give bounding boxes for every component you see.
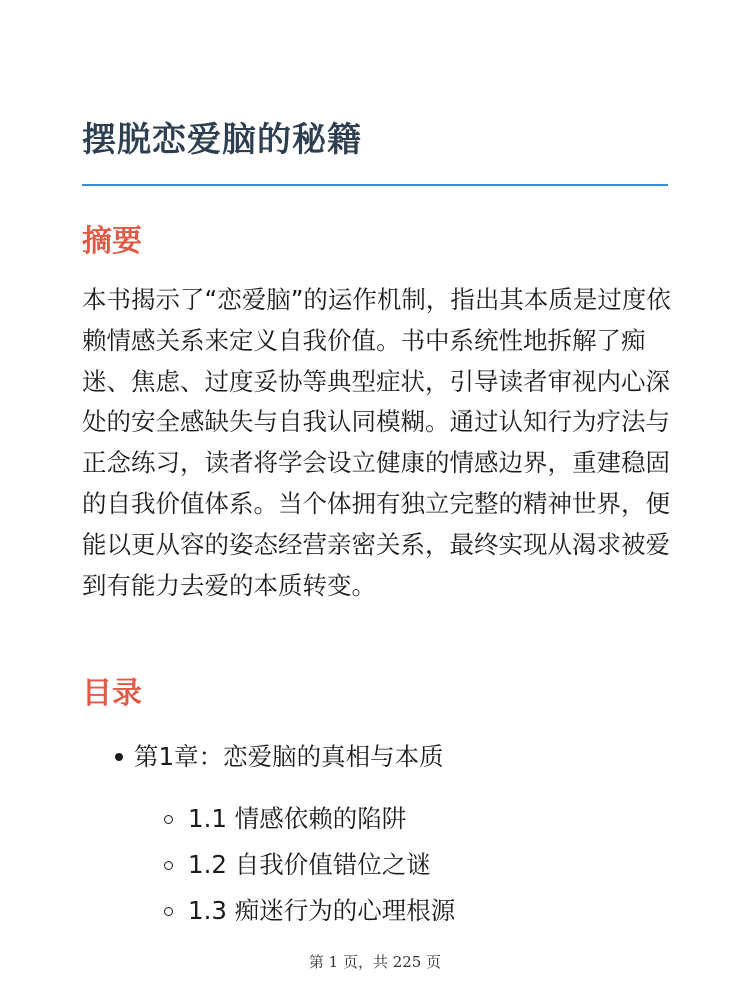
toc-section-label: 1.3 痴迷行为的心理根源 — [188, 896, 456, 925]
bullet-dot-icon — [115, 753, 123, 761]
abstract-heading: 摘要 — [82, 224, 142, 259]
bullet-circle-icon — [164, 861, 173, 870]
title-divider — [82, 184, 668, 186]
table-of-contents — [82, 736, 672, 925]
toc-chapter-item[interactable] — [82, 736, 672, 925]
document-title: 摆脱恋爱脑的秘籍 — [82, 120, 362, 160]
page-indicator: 第 1 页，共 225 页 — [308, 953, 442, 971]
bullet-circle-icon — [164, 815, 173, 824]
bullet-circle-icon — [164, 907, 173, 916]
toc-section-item[interactable] — [82, 888, 672, 934]
toc-section-label: 1.2 自我价值错位之谜 — [188, 850, 431, 879]
toc-section-item[interactable] — [82, 842, 672, 888]
toc-section-list — [82, 796, 672, 934]
toc-section-item[interactable] — [82, 796, 672, 842]
toc-section-label: 1.1 情感依赖的陷阱 — [188, 804, 407, 833]
abstract-body: 本书揭示了“恋爱脑”的运作机制，指出其本质是过度依赖情感关系来定义自我价值。书中系统性地拆解了痴迷、焦虑、过度妥协等典型症状，引导读者审视内心深处的安全感缺失与自我认同模糊。通过认知行为疗法与正念练习，读者将学会设立健康的情感边界，重建稳固的自我价值体系。当个体拥有独立完整的精神世界，便能以更从容的姿态经营亲密关系，最终实现从渴求被爱到有能力去爱的本质转变。 — [82, 285, 671, 600]
toc-chapter-label: 第1章：恋爱脑的真相与本质 — [134, 742, 444, 771]
toc-heading: 目录 — [82, 676, 142, 711]
